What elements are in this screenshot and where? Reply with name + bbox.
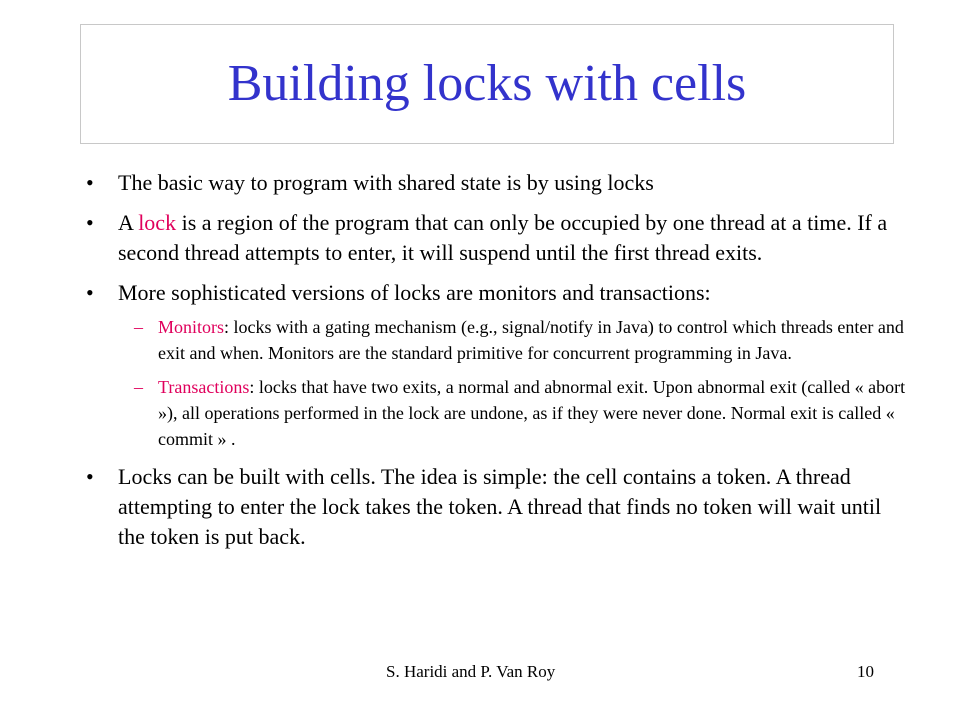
dash-marker: – (134, 317, 143, 337)
sub-bullet-item (86, 314, 906, 366)
page-number: 10 (857, 662, 874, 681)
footer-authors: S. Haridi and P. Van Roy (386, 662, 556, 681)
bullet-text: is a region of the program that can only be occupied by one thread at a time. If a second thread attempts to enter, it will suspend until the first thread exits. (118, 210, 888, 265)
bullet-item (86, 208, 906, 268)
sub-bullet-text: : locks with a gating mechanism (e.g., signal/notify in Java) to control which threads enter and exit and when. Monitors are the standard primitive for concurrent programming in Java. (158, 317, 904, 363)
bullet-item (86, 462, 906, 552)
bullet-text: The basic way to program with shared state is by using locks (118, 170, 654, 195)
highlighted-term: Monitors (158, 317, 225, 337)
bullet-text: More sophisticated versions of locks are monitors and transactions: (118, 280, 711, 305)
sub-bullet-item (86, 374, 906, 452)
slide-title: Building locks with cells (227, 55, 747, 112)
title-box (80, 24, 894, 144)
highlighted-term: lock (138, 210, 177, 235)
bullet-text: Locks can be built with cells. The idea is simple: the cell contains a token. A thread attempting to enter the lock takes the token. A thread that finds no token will wait until the token is put back. (118, 464, 882, 549)
bullet-item (86, 168, 906, 198)
bullet-item (86, 278, 906, 308)
slide-content (86, 168, 906, 562)
bullet-text: A (118, 210, 139, 235)
highlighted-term: Transactions (158, 377, 250, 397)
sub-bullet-text: : locks that have two exits, a normal and abnormal exit. Upon abnormal exit (called « abort »), all operations performed in the lock are undone, as if they were never done. Normal exit is called « commit » . (158, 377, 906, 449)
dash-marker: – (134, 377, 143, 397)
